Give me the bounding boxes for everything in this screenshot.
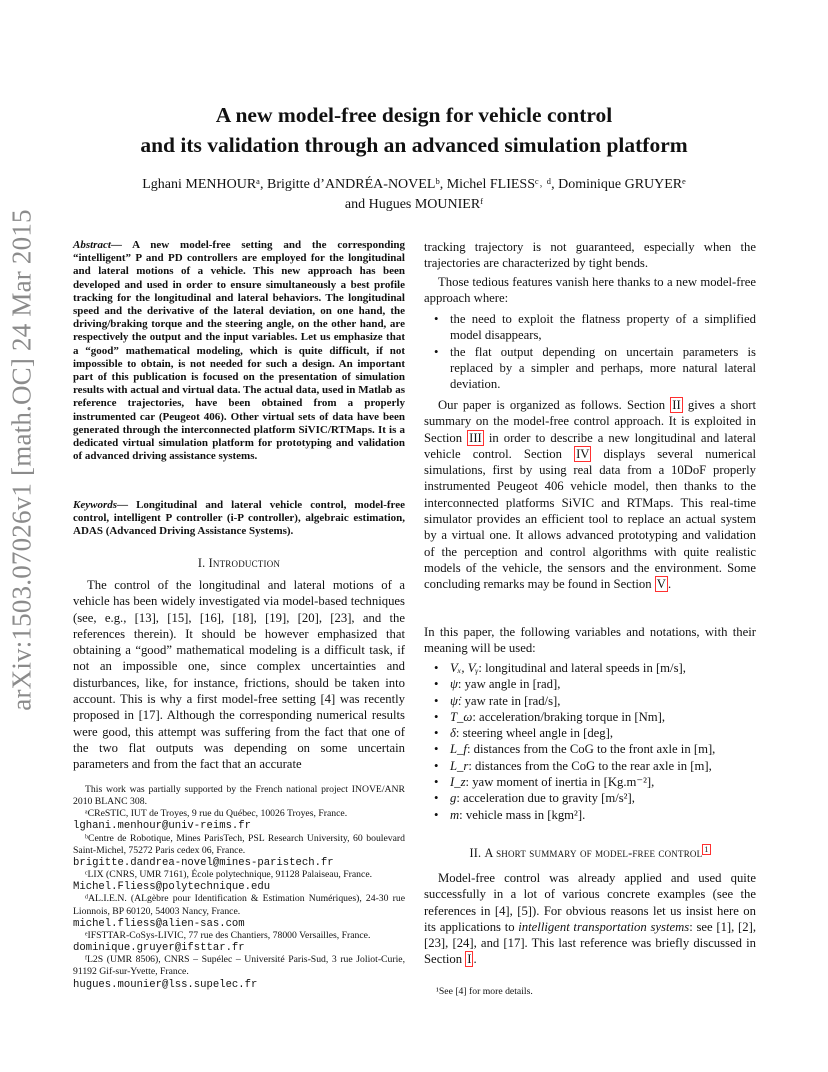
symbol: L_f [450, 742, 467, 757]
text-run: gives a short summary on the model-free control approach. It is exploited in Section [424, 398, 756, 445]
text-run: . [473, 952, 477, 967]
keywords [73, 499, 405, 539]
list-item: • the need to exploit the flatness property of a simplified model disappears, [424, 311, 756, 344]
list-item [424, 660, 756, 676]
list-item [424, 790, 756, 806]
symbol: ψ̇ [450, 693, 458, 708]
footnote-line: ᶠL2S (UMR 8506), CNRS – Supélec – Université Paris-Sud, 3 rue Joliot-Curie, 91192 Gif-sur-Yvette, France. [73, 954, 405, 978]
symbol-description: : distances from the CoG to the rear axle in [m], [468, 758, 712, 773]
list-item [424, 758, 756, 774]
title-line-2: and its validation through an advanced simulation platform [140, 133, 688, 157]
abstract-label: Abstract [73, 239, 111, 251]
section-title: A short summary of model-free control [484, 846, 703, 861]
footnote-email: brigitte.dandrea-novel@mines-paristech.fr [73, 856, 334, 869]
symbol-description: : yaw angle in [rad], [457, 677, 561, 692]
footnote-line: ᶜLIX (CNRS, UMR 7161), École polytechnique, 91128 Palaiseau, France. [85, 869, 373, 881]
symbol-description: : yaw moment of inertia in [Kg.m⁻²], [465, 775, 655, 790]
symbol-description: : longitudinal and lateral speeds in [m/s], [478, 661, 686, 675]
intro-text: The control of the longitudinal and lateral motions of a vehicle has been widely investigated via model-based techniques (see, e.g., [13], [15], [16], [18], [19], [20], [23], and the references therein). It should be however emphasized that obtaining a “good” mathematical modeling is a difficult task, if not an impossible one, since complex uncertainties and disturbances, like, for instance, frictions, should be taken into account. This is why a first model-free setting [4] was recently proposed in [17]. Although the corresponding numerical results were good, this attempt was suffering from the fact that one of the two flat outputs was depending on some uncertain parameters and from the fact that an accurate [73, 578, 405, 772]
section-ref-link[interactable]: V [656, 577, 666, 592]
footnote-email: Michel.Fliess@polytechnique.edu [73, 881, 271, 894]
text-run: Our paper is organized as follows. Section [438, 398, 671, 412]
symbol-description: : acceleration due to gravity [m/s²], [456, 791, 635, 806]
section2-paragraph [424, 870, 756, 968]
footnote-line: This work was partially supported by the French national project INOVE/ANR 2010 BLANC 308. [73, 784, 405, 808]
section-heading-introduction [73, 556, 405, 571]
section-ref-link[interactable]: III [469, 430, 482, 445]
right-intro [424, 239, 756, 306]
footnote-line: ᵈAL.I.E.N. (ALgèbre pour Identification & Estimation Numériques), 24-30 rue Lionnois, BP 60120, 54003 Nancy, France. [73, 893, 405, 917]
symbol-description: : vehicle mass in [kgm²]. [459, 807, 586, 822]
symbol: g [450, 791, 457, 806]
text-run: in order to describe a new longitudinal and lateral vehicle control. Section [424, 430, 756, 461]
symbol: δ [450, 726, 456, 741]
author-list [0, 175, 828, 215]
symbol: L_r [450, 758, 469, 773]
footnote [424, 986, 768, 998]
section-ref-link[interactable]: IV [576, 446, 590, 461]
notation-intro-text: In this paper, the following variables and notations, with their meaning will be used: [424, 625, 756, 656]
keywords-text: — Longitudinal and lateral vehicle control, model-free control, intelligent P controller (i-P controller), algebraic estimation, ADAS (Advanced Driving Assistance Systems). [73, 499, 405, 538]
footnotes [73, 784, 405, 991]
list-item [424, 774, 756, 790]
section-number: I. [197, 556, 206, 570]
arxiv-stamp [2, 209, 42, 711]
paper-title [0, 100, 828, 160]
text-run: Model-free control was already applied and used quite successfully in a lot of various concrete examples (see the references in [4], [5]). For obvious reasons let us insist here on its applications to [424, 871, 756, 934]
abstract-text: — A new model-free setting and the corresponding “intelligent” P and PD controllers are employed for the longitudinal and lateral motions of a vehicle. This new approach has been developed and used in order to ensure simultaneously a best profile tracking for the longitudinal and lateral behaviors. The longitudinal speed and the derivative of the lateral deviation, on one hand, the driving/braking torque and the steering angle, on the other hand, are respectively the output and the input variables. Let us emphasize that a “good” mathematical modeling, which is quite difficult, if not impossible to obtain, is not needed for such a design. An important part of this publication is focused on the presentation of simulation results with actual and virtual data. The actual data, used in Matlab as reference trajectories, have been obtained from a properly instrumented car (Peugeot 406). Other virtual sets of data have been generated through the interconnected platform SiVIC/RTMaps. It is a dedicated virtual simulation platform for prototyping and validation of advanced driving assistance systems. [73, 239, 405, 463]
list-item [424, 709, 756, 725]
list-item [424, 807, 756, 823]
footnote-line: ᵇCentre de Robotique, Mines ParisTech, PSL Research University, 60 boulevard Saint-Michel, 75272 Paris cedex 06, France. [73, 832, 405, 856]
footnote-line: ᵉIFSTTAR-CoSys-LIVIC, 77 rue des Chantiers, 78000 Versailles, France. [85, 929, 371, 941]
abstract [73, 239, 405, 463]
symbol-description: : yaw rate in [rad/s], [457, 693, 561, 708]
notation-list [424, 660, 756, 823]
footnote-email: michel.fliess@alien-sas.com [73, 917, 245, 930]
right-paragraph-1: tracking trajectory is not guaranteed, especially when the trajectories are characterized by tight bends. [424, 240, 756, 271]
footnote-email: hugues.mounier@lss.supelec.fr [73, 978, 258, 991]
symbol: I_z [450, 775, 466, 790]
symbol-description: : distances from the CoG to the front axle in [m], [466, 742, 716, 757]
list-item: • the flat output depending on uncertain parameters is replaced by a simpler and perhaps, more natural lateral deviation. [424, 344, 756, 393]
notation-intro [424, 624, 756, 657]
symbol-description: : steering wheel angle in [deg], [455, 726, 614, 741]
title-line-1: A new model-free design for vehicle control [215, 103, 613, 127]
arxiv-stamp-text: arXiv:1503.07026v1 [math.OC] 24 Mar 2015 [6, 209, 37, 711]
section-number: II. [469, 846, 482, 861]
list-item [424, 676, 756, 692]
text-run: . [667, 577, 672, 592]
footnote-email: lghani.menhour@univ-reims.fr [73, 820, 252, 833]
intro-paragraph [73, 577, 405, 773]
section-heading-model-free [424, 845, 756, 861]
authors-line-1: Lghani MENHOURᵃ, Brigitte d’ANDRÉA-NOVELᵇ, Michel FLIESSᶜ˒ ᵈ, Dominique GRUYERᵉ [142, 177, 686, 192]
section-ref-link[interactable]: II [672, 398, 681, 412]
symbol: ψ [450, 677, 458, 692]
section-ref-link[interactable]: I [467, 952, 472, 967]
right-paragraph-1b: Those tedious features vanish here thanks to a new model-free approach where: [424, 274, 756, 305]
list-item [424, 693, 756, 709]
footnote-line: ᵃCReSTIC, IUT de Troyes, 9 rue du Québec, 10026 Troyes, France. [85, 808, 348, 820]
emphasis: intelligent transportation systems [518, 919, 690, 934]
section-title: Introduction [208, 556, 281, 570]
bullet-list-1 [424, 311, 756, 392]
text-run: : see [1], [2], [23], [24], and [17]. This last reference was briefly discussed in Section [424, 919, 756, 967]
list-item [424, 741, 756, 757]
symbol: m [450, 807, 460, 822]
symbol: Vₓ, Vᵧ [450, 661, 479, 675]
footnote-text: ¹See [4] for more details. [436, 986, 533, 997]
text-run: displays several numerical simulations, first by using real data from a 10DoF properly instrumented Peugeot 406 vehicle model, then thanks to the interconnected platforms SiVIC and RTMaps. This real-time simulator provides an efficient tool to replace an actual system by a virtual one. It allows advanced prototyping and validation of the perception and control algorithms with quite realistic models of the vehicle, the sensors and the environment. Some concluding remarks may be found in Section [424, 446, 756, 592]
keywords-label: Keywords [73, 499, 117, 511]
footnote-ref-link[interactable]: 1 [704, 845, 709, 854]
authors-line-2: and Hugues MOUNIERᶠ [344, 197, 484, 212]
symbol-description: : acceleration/braking torque in [Nm], [472, 709, 666, 724]
list-item [424, 725, 756, 741]
footnote-email: dominique.gruyer@ifsttar.fr [73, 942, 245, 955]
symbol: T_ω [450, 709, 473, 724]
paper-organization-paragraph [424, 397, 756, 593]
